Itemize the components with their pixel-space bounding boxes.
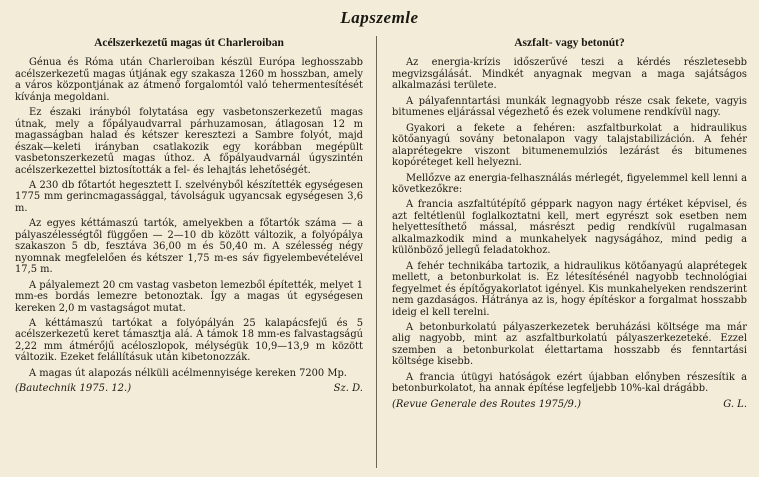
left-paragraph: Génua és Róma után Charleroiban készül Európa leghosszabb acélszerkezetű magas útjának egy szakasza 1260 m hosszban, amely a város központjának az átmenő forgalomtól való tehermentesítését kívánja megoldani.: [15, 57, 363, 103]
right-paragraph: Gyakori a fekete a fehéren: aszfaltburkolat a hidraulikus kötőanyagú sovány betonalapon vagy talajstabilizáción. A fehér alaprétegekre viszont bitumenemulziós lezárást és bitumenes kopóréteget kell helyezni.: [392, 122, 747, 169]
left-author: Sz. D.: [333, 383, 363, 395]
right-paragraph: Az energia-krízis időszerűvé teszi a kérdés részletesebb megvizsgálását. Mindkét anyagnak megvan a maga sajátságos alkalmazási területe.: [392, 57, 747, 92]
left-paragraph: A magas út alapozás nélküli acélmennyisége kereken 7200 Mp.: [29, 367, 347, 379]
right-article-title: Aszfalt- vagy betonút?: [514, 37, 625, 49]
right-article: [392, 36, 747, 410]
right-paragraph: A francia aszfaltútépítő géppark nagyon nagy értéket képvisel, és azt feltétlenül foglalkoztatni kell, mert egyrészt sok esetben nem helyettesíthető mással, másrészt pedig rendkívül rugalmasan alkalmazkodik mind a munkahelyek nagyságához, mind pedig a különböző jellegű feladatokhoz.: [392, 199, 747, 257]
section-title: Lapszemle: [340, 8, 419, 27]
left-article-title: Acélszerkezetű magas út Charleroiban: [94, 37, 284, 49]
right-paragraph: A francia útügyi hatóságok ezért újabban előnyben részesítik a betonburkolatot, ha annak építése legfeljebb 10%-kal drágább.: [392, 371, 747, 395]
right-source: (Revue Generale des Routes 1975/9.): [392, 398, 581, 410]
right-author: G. L.: [723, 398, 747, 410]
left-source: (Bautechnik 1975. 12.): [15, 383, 132, 395]
left-paragraph: Ez északi irányból folytatása egy vasbetonszerkezetű magas útnak, mely a főpályaudvarral párhuzamosan, átlagosan 12 m magasságban halad és kétszer keresztezi a Sambre folyót, majd észak—keleti irányban csatlakozik egy korábban megépült vasbetonszerkezetű magas úthoz. A főpályaudvarnál úgyszintén acélszerkezettel biztosították a fel- és lehajtás lehetőségét.: [15, 107, 363, 176]
left-source-row: [15, 383, 363, 394]
left-paragraph: A 230 db főtartót hegesztett I. szelvényből készítették egységesen 1775 mm gerincmagassággal, távolságuk ugyancsak egységesen 3,6 m.: [15, 179, 363, 214]
left-paragraph: A kéttámaszú tartókat a folyópályán 25 kalapácsfejű és 5 acélszerkezetű keret támasztja alá. A támok 18 mm-es falvastagságú 2,22 mm átmérőjű acéloszlopok, mélységük 10,9—13,9 m között változik. Ezeket felállításuk után kibetonozzák.: [15, 317, 363, 364]
left-paragraph: A pályalemezt 20 cm vastag vasbeton lemezből építették, melyet 1 mm-es bordás lemezre betonoztak. Így a magas út egységesen kereken 2,0 m vastagságot mutat.: [15, 279, 363, 314]
right-paragraph: A pályafenntartási munkák legnagyobb része csak fekete, vagyis bitumenes eljárással végezhető és ezek volumene rendkívül nagy.: [392, 95, 747, 119]
column-divider: [376, 36, 377, 468]
right-paragraph: A fehér technikába tartozik, a hidraulikus kötőanyagú alaprétegek mellett, a betonburkolat is. Ez létesítésénél nagyobb technológiai fegyelmet és építőgyakorlatot igényel. Kis munkahelyeken rendszerint nem gazdaságos. Hátránya az is, hogy építéskor a forgalmat hosszabb ideig el kell terelni.: [392, 260, 747, 318]
right-source-row: [392, 399, 747, 410]
right-paragraph: Mellőzve az energia-felhasználás mérlegét, figyelemmel kell lenni a következőkre:: [392, 172, 747, 195]
left-paragraph: Az egyes kéttámaszú tartók, amelyekben a főtartók száma — a pályaszélességtől függően — 2—10 db között változik, a folyópálya szakaszon 5 db, fesztáva 36,00 m és 50,40 m. A szélesség négy nyomnak megfelelően és kétszer 1,75 m-es sáv figyelembevételével 17,5 m.: [15, 218, 363, 276]
left-article: [15, 36, 363, 395]
right-paragraph: A betonburkolatú pályaszerkezetek beruházási költsége ma már alig nagyobb, mint az aszfaltburkolatú pályaszerkezeteké. Ezzel szemben a betonburkolat élettartama hosszabb és fenntartási költsége kisebb.: [392, 321, 747, 368]
